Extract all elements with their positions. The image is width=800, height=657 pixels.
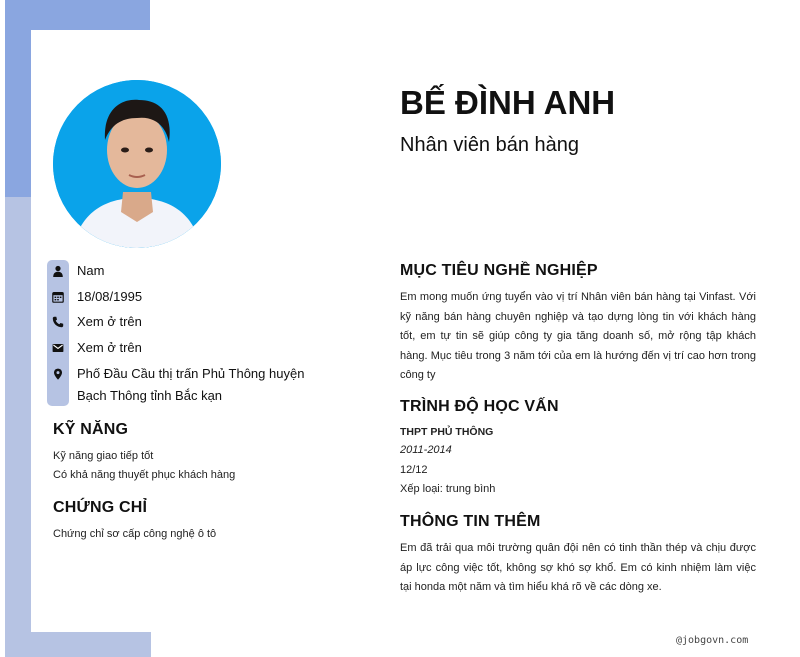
person-icon: [47, 262, 69, 280]
contact-birthday: [47, 288, 347, 308]
avatar: [53, 80, 221, 248]
location-pin-icon: [47, 365, 69, 383]
calendar-icon: [47, 288, 69, 306]
skill-item: Kỹ năng giao tiếp tốt: [53, 450, 154, 462]
certificates-title: CHỨNG CHỈ: [53, 499, 148, 516]
contact-address: [47, 365, 347, 407]
decor-strip-side: [5, 197, 31, 657]
skills-title: KỸ NĂNG: [53, 421, 129, 438]
objective-title: MỤC TIÊU NGHỀ NGHIỆP: [400, 262, 598, 279]
watermark: @jobgovn.com: [676, 635, 749, 646]
contact-gender: [47, 262, 347, 282]
contact-email: [47, 339, 347, 359]
education-school: THPT PHỦ THÔNG: [400, 426, 494, 438]
mail-icon: [47, 339, 69, 357]
education-rank: Xếp loại: trung bình: [400, 483, 496, 495]
decor-block-bottom: [31, 632, 151, 657]
extra-info-title: THÔNG TIN THÊM: [400, 513, 541, 530]
skill-item: Có khả năng thuyết phục khách hàng: [53, 469, 236, 481]
education-period: 2011-2014: [400, 444, 452, 456]
contact-address-value: Phố Đầu Cầu thị trấn Phủ Thông huyện Bạch Thông tỉnh Bắc kạn: [77, 366, 305, 403]
contact-phone: [47, 313, 347, 333]
contact-phone-value: Xem ở trên: [77, 314, 142, 329]
certificate-item: Chứng chỉ sơ cấp công nghệ ô tô: [53, 528, 217, 540]
contact-gender-value: Nam: [77, 263, 105, 278]
education-title: TRÌNH ĐỘ HỌC VẤN: [400, 398, 559, 415]
avatar-portrait: [53, 80, 221, 248]
extra-info-text: Em đã trải qua môi trường quân đội nên có tinh thần thép và chịu được áp lực công việc tốt, không sợ khó sợ khổ. Em có kinh nhiệm làm việc tại honda một năm và tìm hiểu khá rõ về các dòng xe.: [400, 542, 756, 593]
education-grade: 12/12: [400, 464, 428, 476]
contact-email-value: Xem ở trên: [77, 340, 142, 355]
candidate-role: Nhân viên bán hàng: [400, 134, 580, 156]
candidate-name: BẾ ĐÌNH ANH: [400, 84, 616, 121]
objective-text: Em mong muốn ứng tuyển vào vị trí Nhân viên bán hàng tại Vinfast. Với kỹ năng bán hàng chuyên nghiệp và tạo dựng lòng tin với khách hàng tốt, em tự tin sẽ giúp công ty gia tăng doanh số, mở rộng tập khách hàng. Mục tiêu trong 3 năm tới của em là hướng đến vị trí cao hơn trong công ty: [400, 291, 756, 381]
phone-icon: [47, 313, 69, 331]
contact-birthday-value: 18/08/1995: [77, 289, 143, 304]
